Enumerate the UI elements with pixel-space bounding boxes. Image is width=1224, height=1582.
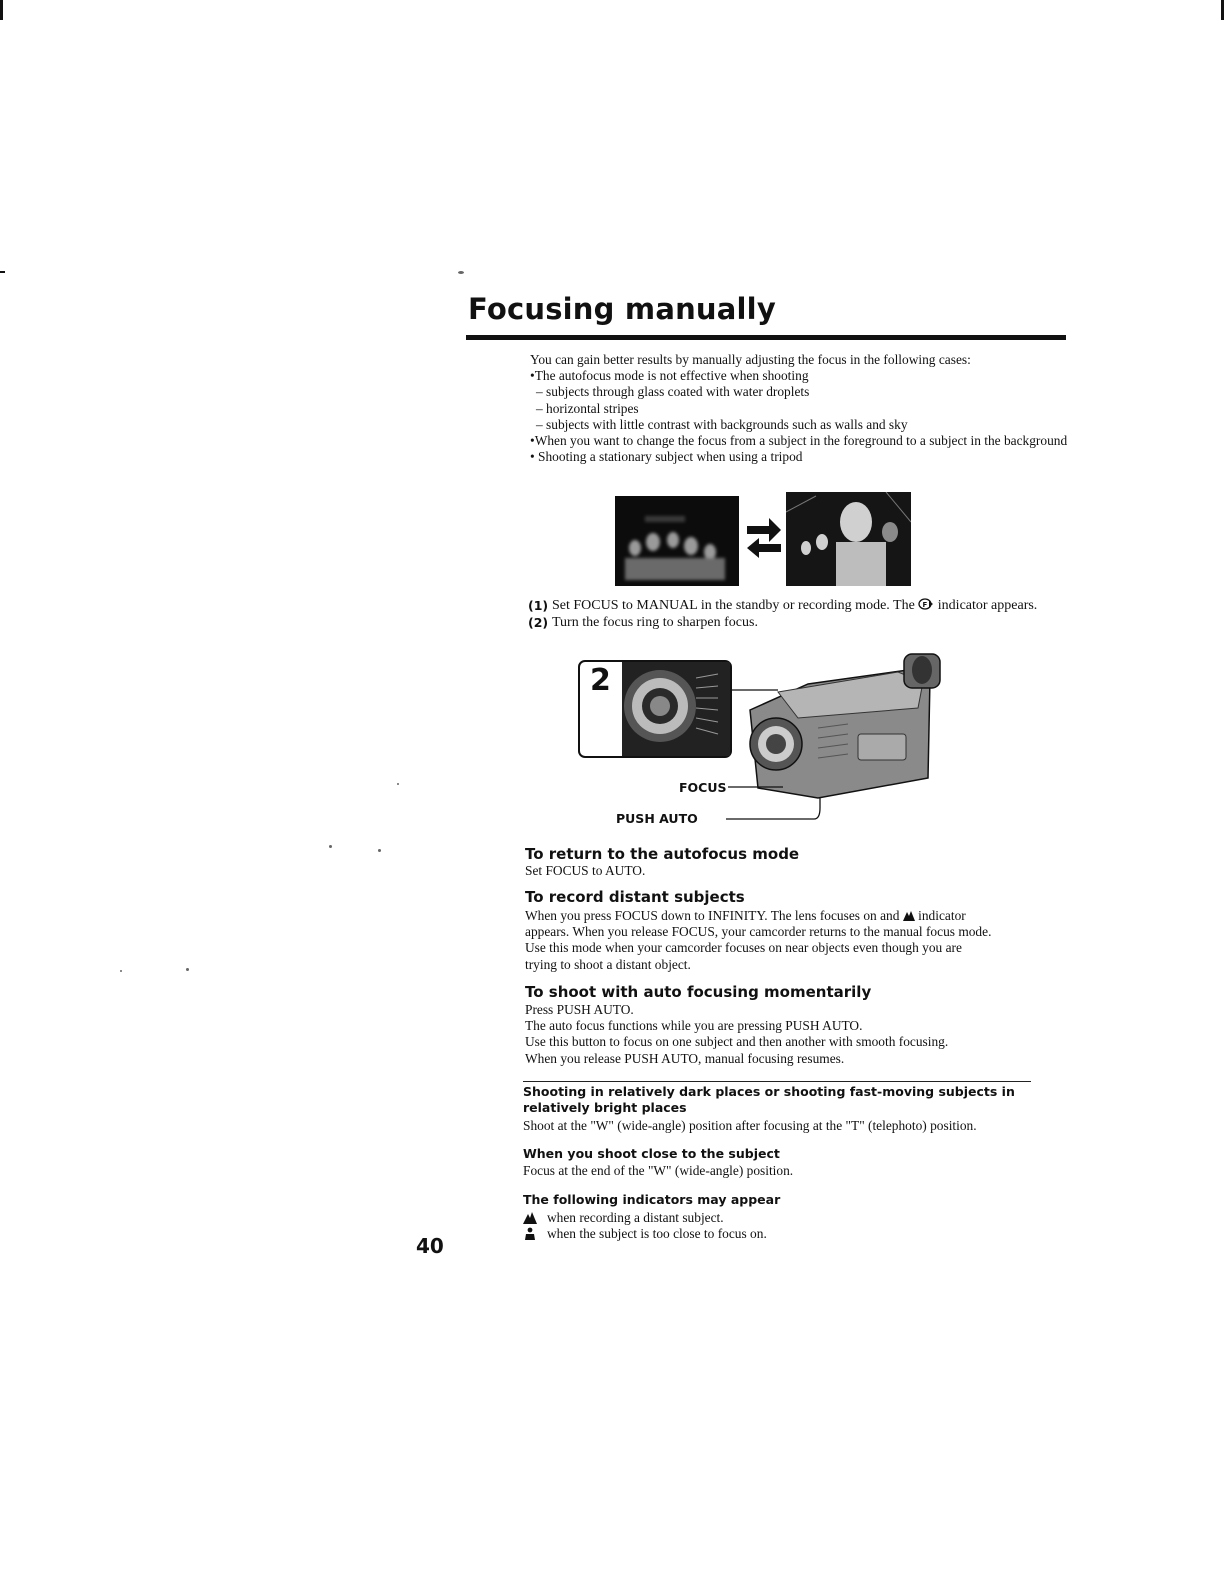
scan-edge-mark-left xyxy=(0,0,3,20)
intro-list xyxy=(530,352,1070,465)
close-subject-icon xyxy=(523,1227,537,1241)
indicators-heading: The following indicators may appear xyxy=(523,1192,781,1207)
page-title: Focusing manually xyxy=(468,292,776,326)
camcorder-illustration xyxy=(578,648,948,830)
close-subject-heading: When you shoot close to the subject xyxy=(523,1146,780,1161)
distant-heading: To record distant subjects xyxy=(525,888,745,906)
list-item: when recording a distant subject. xyxy=(523,1210,767,1226)
step-text: Set FOCUS to MANUAL in the standby or recording mode. The F indicator appears. xyxy=(552,598,1038,613)
intro-lead: You can gain better results by manually adjusting the focus in the following cases: xyxy=(530,352,971,367)
swap-arrows-icon xyxy=(745,512,783,562)
svg-text:F: F xyxy=(922,601,928,609)
step-item xyxy=(528,597,1068,614)
step-text: Turn the focus ring to sharpen focus. xyxy=(552,615,758,630)
indicators-list xyxy=(523,1210,767,1242)
push-auto-label: PUSH AUTO xyxy=(616,811,698,826)
distant-text: When you press FOCUS down to INFINITY. The lens focuses on and indicator appears. When you release FOCUS, your camcorder returns to the manual focus mode. Use this mode when your camcorder focuses on near objects even though you are trying to shoot a distant object. xyxy=(525,908,992,972)
infinity-mountain-icon xyxy=(903,909,915,921)
scan-speck xyxy=(397,783,399,785)
steps-list xyxy=(528,597,1068,631)
manual-focus-icon xyxy=(918,598,934,610)
scan-speck xyxy=(329,845,332,848)
scan-speck xyxy=(378,849,381,852)
intro-bullet: • Shooting a stationary subject when using a tripod xyxy=(530,449,803,465)
autofocus-heading: To return to the autofocus mode xyxy=(525,845,800,863)
intro-sub-item: – subjects through glass coated with water droplets xyxy=(536,384,810,400)
title-rule xyxy=(466,335,1066,340)
intro-bullet: •When you want to change the focus from a subject in the foreground to a subject in the background xyxy=(530,433,1068,449)
step-number: (2) xyxy=(528,615,549,630)
intro-bullet: •The autofocus mode is not effective when shooting xyxy=(530,368,809,384)
scan-speck xyxy=(458,271,464,274)
intro-sub-item: – subjects with little contrast with backgrounds such as walls and sky xyxy=(536,416,908,432)
intro-sub-item: – horizontal stripes xyxy=(536,400,639,416)
sharp-photo xyxy=(786,492,911,586)
focus-comparison-photos xyxy=(615,492,911,586)
scan-speck xyxy=(120,970,122,972)
scan-speck xyxy=(186,968,189,971)
autofocus-text: Set FOCUS to AUTO. xyxy=(525,863,646,878)
step-number: (1) xyxy=(528,598,549,613)
focus-switch-label: FOCUS xyxy=(679,780,727,795)
scan-tick-mark xyxy=(0,271,5,273)
infinity-mountain-icon xyxy=(523,1211,537,1225)
close-subject-text: Focus at the end of the "W" (wide-angle) position. xyxy=(523,1163,794,1178)
list-item: when the subject is too close to focus on. xyxy=(523,1226,767,1242)
dark-places-heading: Shooting in relatively dark places or shooting fast-moving subjects in relatively bright places xyxy=(523,1084,1015,1115)
step-item xyxy=(528,614,1068,631)
blurred-photo xyxy=(615,496,739,586)
momentary-text: Press PUSH AUTO. The auto focus functions while you are pressing PUSH AUTO. Use this button to focus on one subject and then another with smooth focusing. When you release PUSH AUTO, manual focusing resumes. xyxy=(525,1002,949,1066)
dark-places-text: Shoot at the "W" (wide-angle) position after focusing at the "T" (telephoto) position. xyxy=(523,1118,977,1133)
step-badge: 2 xyxy=(590,663,611,698)
notes-rule xyxy=(523,1081,1031,1082)
momentary-heading: To shoot with auto focusing momentarily xyxy=(525,983,872,1001)
page-number: 40 xyxy=(416,1234,444,1258)
